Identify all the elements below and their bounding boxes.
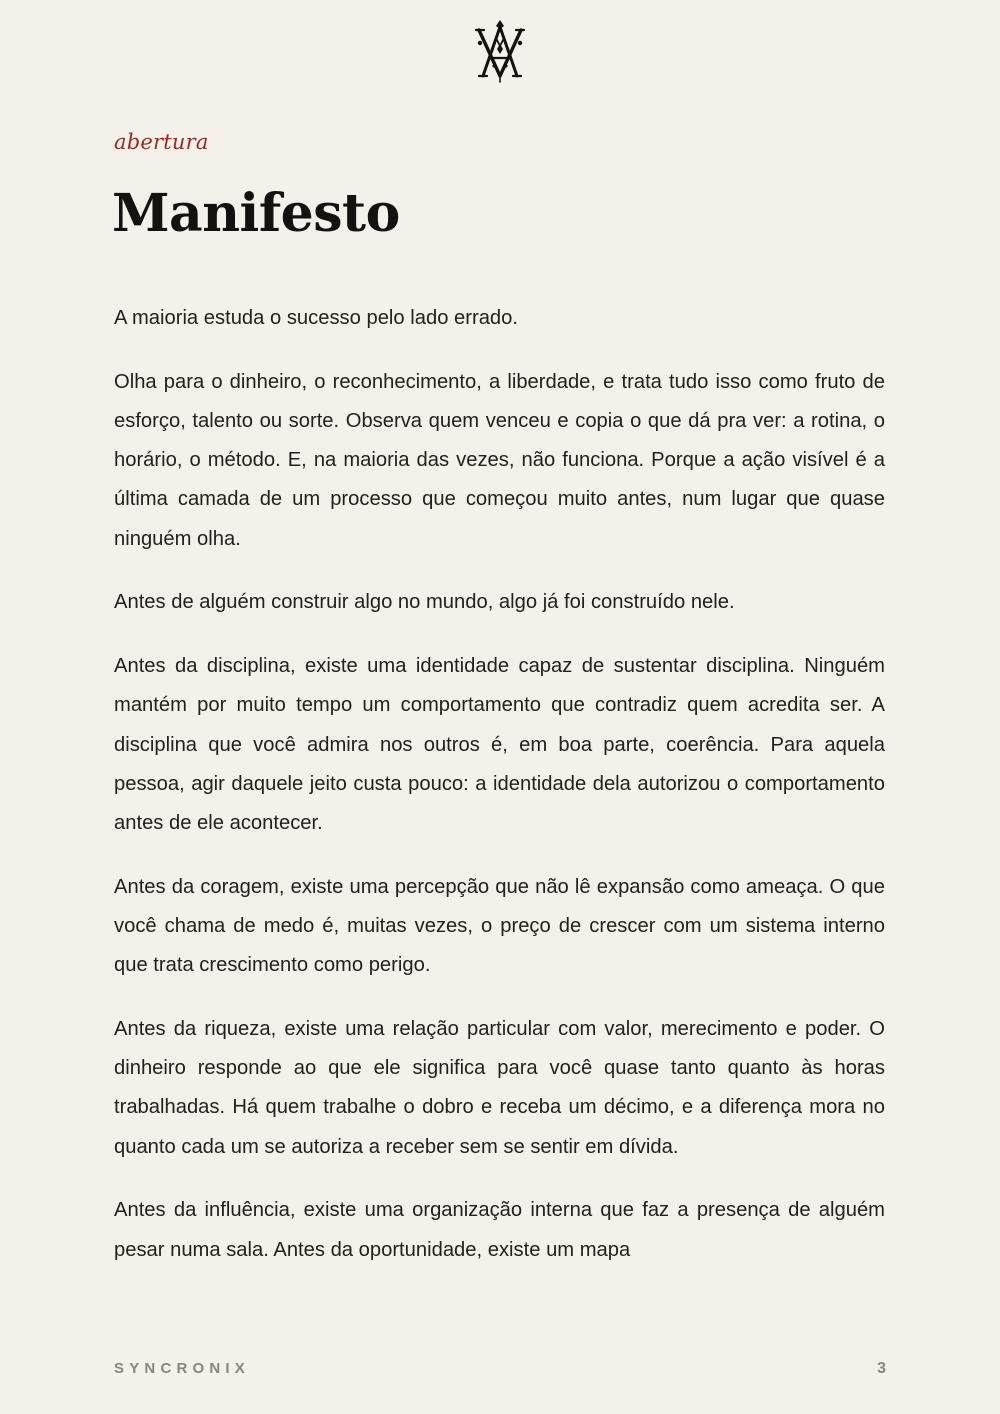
footer-brand: SYNCRONIX	[114, 1360, 250, 1377]
body-text	[114, 299, 885, 1311]
page-number: 3	[877, 1360, 886, 1377]
paragraph: Antes de alguém construir algo no mundo, algo já foi construído nele.	[114, 591, 735, 614]
paragraph: Antes da influência, existe uma organização interna que faz a presença de alguém pesar numa sala. Antes da oportunidade, existe um mapa	[114, 1199, 885, 1261]
paragraph: Antes da disciplina, existe uma identidade capaz de sustentar disciplina. Ninguém mantém por muito tempo um comportamento que contradiz quem acredita ser. A disciplina que você admira nos outros é, em boa parte, coerência. Para aquela pessoa, agir daquele jeito custa pouco: a identidade dela autorizou o comportamento antes de ele acontecer.	[114, 655, 885, 835]
chapter-kicker: abertura	[114, 130, 209, 154]
paragraph: A maioria estuda o sucesso pelo lado errado.	[114, 307, 518, 329]
monogram-logo-icon	[470, 18, 530, 84]
paragraph: Olha para o dinheiro, o reconhecimento, a liberdade, e trata tudo isso como fruto de esforço, talento ou sorte. Observa quem venceu e copia o que dá pra ver: a rotina, o horário, o método. E, na maioria das vezes, não funciona. Porque a ação visível é a última camada de um processo que começou muito antes, num lugar que quase ninguém olha.	[114, 370, 885, 550]
chapter-title: Manifesto	[112, 183, 400, 244]
paragraph: Antes da riqueza, existe uma relação particular com valor, merecimento e poder. O dinheiro responde ao que ele significa para você quase tanto quanto às horas trabalhadas. Há quem trabalhe o dobro e receba um décimo, e a diferença mora no quanto cada um se autoriza a receber sem se sentir em dívida.	[114, 1018, 885, 1158]
paragraph: Antes da coragem, existe uma percepção que não lê expansão como ameaça. O que você chama de medo é, muitas vezes, o preço de crescer com um sistema interno que trata crescimento como perigo.	[114, 875, 885, 977]
